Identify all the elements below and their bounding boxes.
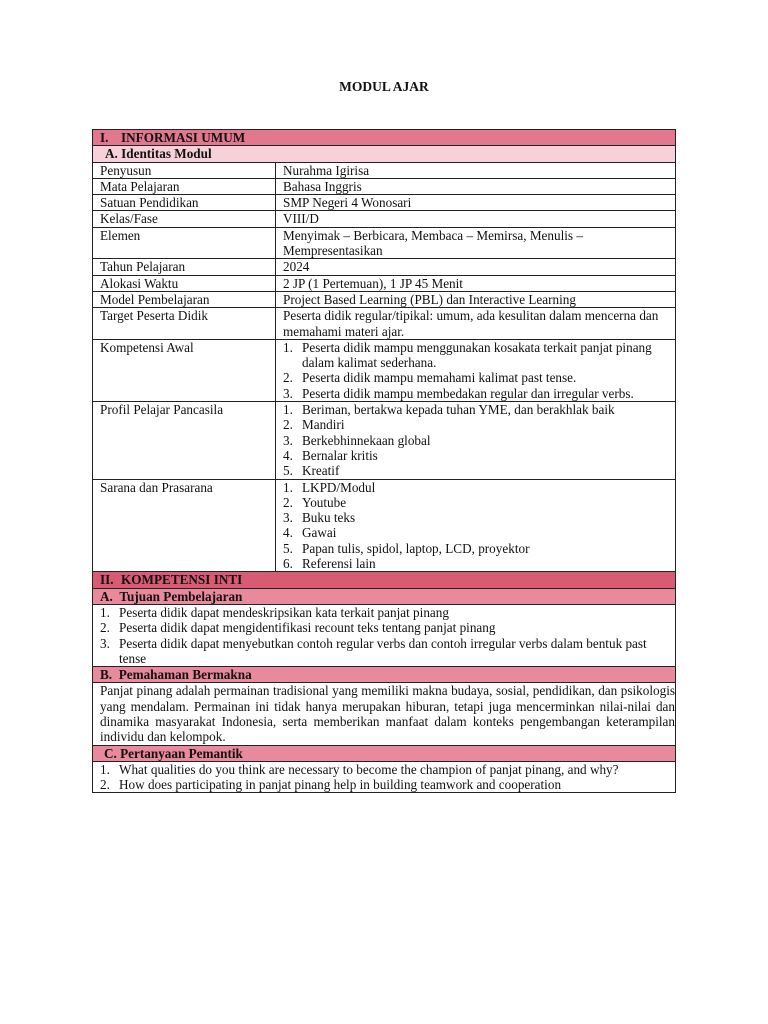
identity-label: Tahun Pelajaran bbox=[93, 259, 276, 275]
identity-label: Kelas/Fase bbox=[93, 211, 276, 227]
subsection-letter: C. bbox=[104, 745, 117, 761]
identity-row bbox=[93, 211, 676, 227]
list-item: 6. Referensi lain bbox=[283, 556, 376, 572]
pemahaman-row bbox=[93, 683, 676, 745]
identity-row bbox=[93, 275, 676, 291]
identity-label: Penyusun bbox=[93, 162, 276, 178]
kompetensi-awal-list bbox=[283, 340, 675, 401]
section-number: I. bbox=[100, 130, 109, 145]
list-item: 3. Buku teks bbox=[283, 510, 356, 526]
identity-value: Menyimak – Berbicara, Membaca – Memirsa, Menulis – Mempresentasikan bbox=[276, 227, 676, 259]
subsection-pemahaman-bermakna bbox=[93, 667, 676, 683]
list-item: 1. Peserta didik dapat mendeskripsikan kata terkait panjat pinang bbox=[100, 604, 449, 620]
list-item: 2. Mandiri bbox=[283, 417, 345, 433]
sarana-prasarana-row bbox=[93, 479, 676, 572]
identity-row bbox=[93, 178, 676, 194]
list-item: 1. Beriman, bertakwa kepada tuhan YME, dan berakhlak baik bbox=[283, 402, 615, 418]
identity-value: Nurahma Igirisa bbox=[276, 162, 676, 178]
list-item: 3. Peserta didik mampu membedakan regular dan irregular verbs. bbox=[283, 385, 634, 401]
identity-value: Project Based Learning (PBL) dan Interactive Learning bbox=[276, 291, 676, 307]
list-item: 1. LKPD/Modul bbox=[283, 479, 376, 495]
identity-row bbox=[93, 162, 676, 178]
subsection-title: Pemahaman Bermakna bbox=[118, 667, 252, 683]
kompetensi-awal-label: Kompetensi Awal bbox=[93, 339, 276, 401]
subsection-letter: B. bbox=[100, 667, 113, 683]
subsection-letter: A. bbox=[105, 146, 118, 162]
list-item: 5. Kreatif bbox=[283, 463, 340, 479]
list-item: 3. Peserta didik dapat menyebutkan contoh regular verbs dan contoh irregular verbs dalam bentuk past tense bbox=[100, 635, 647, 666]
identity-value: VIII/D bbox=[276, 211, 676, 227]
subsection-identitas-modul bbox=[93, 146, 676, 162]
identity-row bbox=[93, 227, 676, 259]
pertanyaan-row bbox=[93, 761, 676, 793]
identity-label: Alokasi Waktu bbox=[93, 275, 276, 291]
identity-label: Elemen bbox=[93, 227, 276, 259]
list-item: 4. Gawai bbox=[283, 525, 337, 541]
identity-label: Model Pembelajaran bbox=[93, 291, 276, 307]
section-informasi-umum bbox=[93, 130, 676, 146]
sarana-prasarana-label: Sarana dan Prasarana bbox=[93, 479, 276, 572]
section-title: KOMPETENSI INTI bbox=[121, 572, 243, 588]
subsection-letter: A. bbox=[100, 588, 113, 604]
identity-value: 2024 bbox=[276, 259, 676, 275]
list-item: 2. Peserta didik dapat mengidentifikasi recount teks tentang panjat pinang bbox=[100, 620, 496, 636]
section-title: INFORMASI UMUM bbox=[121, 130, 246, 145]
subsection-pertanyaan-pemantik bbox=[93, 745, 676, 761]
identity-row bbox=[93, 259, 676, 275]
identity-label: Satuan Pendidikan bbox=[93, 195, 276, 211]
list-item: 3. Berkebhinnekaan global bbox=[283, 432, 431, 448]
pemahaman-text: Panjat pinang adalah permainan tradisional yang memiliki makna budaya, sosial, pendidikan, dan psikologis yang mendalam. Permainan ini tidak hanya merupakan hiburan, tetapi juga mencerminkan nilai-nilai dan dinamika masyarakat Indonesia, serta memberikan manfaat dalam konteks pengembangan keterampilan individu dan kelompok. bbox=[93, 683, 676, 745]
profil-pelajar-list bbox=[283, 402, 675, 478]
document-title: MODUL AJAR bbox=[339, 79, 429, 94]
identity-value: Peserta didik regular/tipikal: umum, ada kesulitan dalam mencerna dan memahami materi ajar. bbox=[276, 308, 676, 340]
tujuan-list bbox=[100, 605, 675, 666]
identity-value: SMP Negeri 4 Wonosari bbox=[276, 195, 676, 211]
module-table bbox=[92, 129, 676, 793]
subsection-tujuan-pembelajaran bbox=[93, 588, 676, 604]
list-item: 4. Bernalar kritis bbox=[283, 447, 378, 463]
identity-label: Mata Pelajaran bbox=[93, 178, 276, 194]
profil-pelajar-label: Profil Pelajar Pancasila bbox=[93, 402, 276, 479]
sarana-prasarana-list bbox=[283, 480, 675, 572]
kompetensi-awal-row bbox=[93, 339, 676, 401]
identity-value: 2 JP (1 Pertemuan), 1 JP 45 Menit bbox=[276, 275, 676, 291]
identity-value: Bahasa Inggris bbox=[276, 178, 676, 194]
list-item: 1. What qualities do you think are necessary to become the champion of panjat pinang, and why? bbox=[100, 761, 619, 777]
identity-row bbox=[93, 291, 676, 307]
list-item: 1. Peserta didik mampu menggunakan kosakata terkait panjat pinang dalam kalimat sederhana. bbox=[283, 339, 652, 371]
identity-row bbox=[93, 195, 676, 211]
list-item: 2. Youtube bbox=[283, 494, 347, 510]
section-kompetensi-inti bbox=[93, 572, 676, 588]
list-item: 2. How does participating in panjat pinang help in building teamwork and cooperation bbox=[100, 777, 562, 793]
subsection-title: Pertanyaan Pemantik bbox=[120, 745, 243, 761]
pertanyaan-list bbox=[100, 762, 675, 793]
tujuan-row bbox=[93, 604, 676, 666]
section-number: II. bbox=[100, 572, 114, 588]
list-item: 5. Papan tulis, spidol, laptop, LCD, proyektor bbox=[283, 540, 530, 556]
subsection-title: Tujuan Pembelajaran bbox=[119, 588, 243, 604]
identity-label: Target Peserta Didik bbox=[93, 308, 276, 340]
identity-row bbox=[93, 308, 676, 340]
subsection-title: Identitas Modul bbox=[121, 146, 212, 162]
list-item: 2. Peserta didik mampu memahami kalimat past tense. bbox=[283, 370, 577, 386]
profil-pelajar-row bbox=[93, 402, 676, 479]
